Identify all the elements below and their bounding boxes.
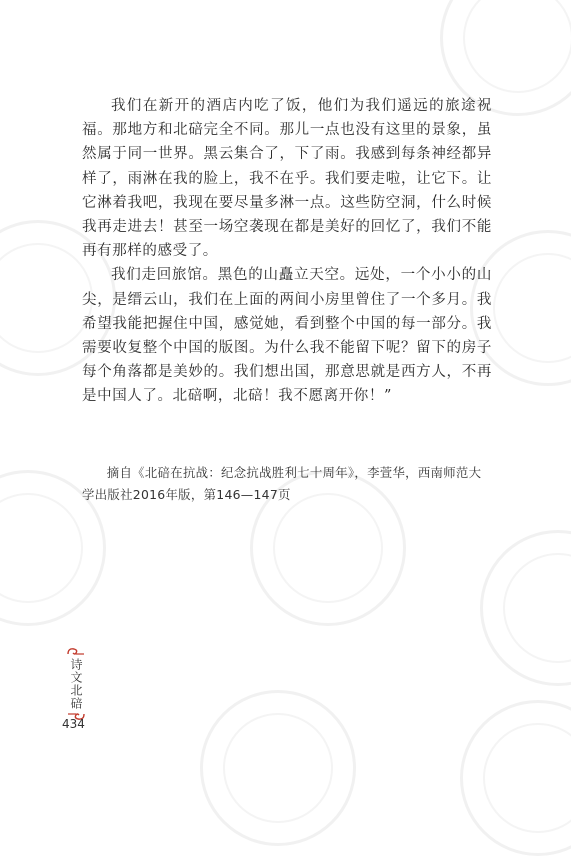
watermark-ring xyxy=(480,530,571,686)
chapter-margin-tag xyxy=(66,646,86,722)
body-text xyxy=(82,94,492,409)
page-number: 434 xyxy=(62,717,85,731)
paragraph: 我们走回旅馆。黑色的山矗立天空。远处，一个小小的山尖，是缙云山，我们在上面的两间小房里曾住了一个多月。我希望我能把握住中国，感觉她，看到整个中国的每一部分。我需要收复整个中国的版图。为什么我不能留下呢？留下的房子每个角落都是美妙的。我们想出国，那意思就是西方人，不再是中国人了。北碚啊，北碚！我不愿离开你！” xyxy=(82,267,492,405)
ornament-top-icon xyxy=(66,646,86,656)
watermark-ring xyxy=(460,700,571,856)
book-title: 诗文北碚 xyxy=(69,658,83,710)
watermark-ring xyxy=(200,690,356,846)
paragraph: 我们在新开的酒店内吃了饭，他们为我们遥远的旅途祝福。那地方和北碚完全不同。那儿一点也没有这里的景象，虽然属于同一世界。黑云集合了，下了雨。我感到每条神经都异样了，雨淋在我的脸上，我不在乎。我们要走啦，让它下。让它淋着我吧，我现在要尽量多淋一点。这些防空洞，什么时候我再走进去！甚至一场空袭现在都是美好的回忆了，我们不能再有那样的感受了。 xyxy=(82,98,492,260)
source-citation: 摘自《北碚在抗战：纪念抗战胜利七十周年》，李萱华，西南师范大学出版社2016年版，第146—147页 xyxy=(82,465,482,502)
